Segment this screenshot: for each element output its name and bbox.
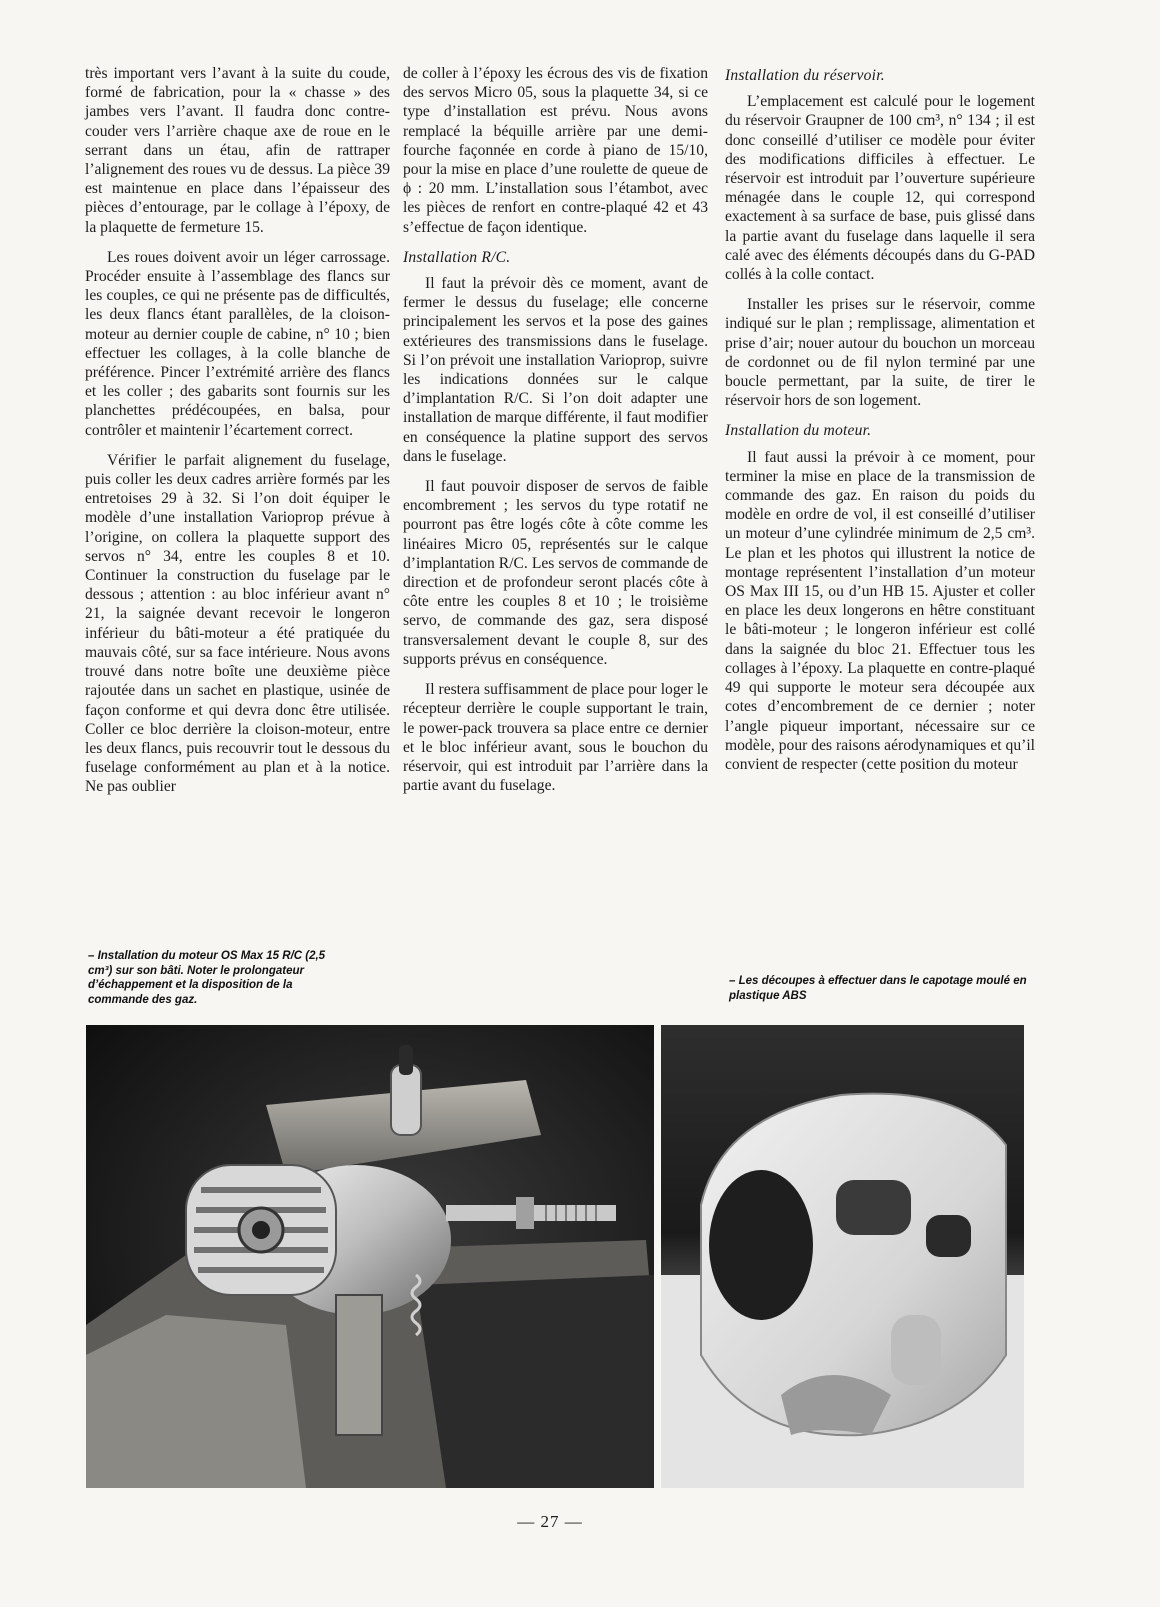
paragraph: L’emplacement est calculé pour le logement du réservoir Graupner de 100 cm³, n° 134 ; il est donc conseillé d’utiliser ce modèle pour éviter des modifications difficiles à effectuer. Le réservoir est introduit par l’ouverture supérieure ménagée dans le couple 12, qui correspond exactement à sa surface de base, puis glissé dans la partie avant du fuselage dans laquelle il sera calé avec des éléments découpés dans du G-PAD collés à la colle contact.	[725, 93, 1035, 284]
paragraph: Il faut la prévoir dès ce moment, avant de fermer le dessus du fuselage; elle concerne principalement les servos et la pose des gaines extérieures des transmissions dans le fuselage. Si l’on prévoit une installation Varioprop, suivre les indications données sur le calque d’implantation R/C. Si l’on doit adapter une installation de marque différente, il faut modifier en conséquence la platine support des servos dans le fuselage.	[403, 275, 708, 465]
engine-photo	[86, 1025, 654, 1488]
page-number: — 27 —	[517, 1512, 583, 1531]
paragraph: Il restera suffisamment de place pour loger le récepteur derrière le couple supportant le train, le power-pack trouvera sa place entre ce dernier et le bloc inférieur avant, sous le bouchon du réservoir, qui est introduit par l’arrière dans la partie avant du fuselage.	[403, 681, 708, 795]
paragraph: Il faut pouvoir disposer de servos de faible encombrement ; les servos du type rotatif ne pourront pas être logés côte à côte comme les linéaires Micro 05, représentés sur le calque d’implantation R/C. Les servos de commande de direction et de profondeur seront placés côte à côte entre les couples 8 et 10 ; le troisième servo, de commande des gaz, sera disposé transversalement devant le couple 8, sur des supports prévus en conséquence.	[403, 478, 708, 668]
text-column-2	[403, 64, 708, 806]
paragraph: Les roues doivent avoir un léger carrossage. Procéder ensuite à l’assemblage des flancs sur les couples, ce qui ne présente pas de difficultés, les deux flancs étant parallèles, de la cloison-moteur au dernier couple de cabine, n° 10 ; bien effectuer les collages, à la colle blanche de préférence. Pincer l’extrémité arrière des flancs et les coller ; des gabarits sont fournis sur les planchettes prédécoupées, en balsa, pour contrôler et maintenir l’écartement correct.	[85, 248, 390, 439]
paragraph: très important vers l’avant à la suite du coude, formé de fabrication, pour la « chasse » des jambes vers l’avant. Il faudra donc contre-couder vers l’arrière chaque axe de roue en le serrant dans un étau, afin de rattraper l’alignement des roues vu de dessus. La pièce 39 est maintenue en place dans l’épaisseur des pièces d’entourage, par le collage à l’époxy, de la plaquette de fermeture 15.	[85, 65, 390, 236]
cowling-photo	[661, 1025, 1024, 1488]
paragraph: Il faut aussi la prévoir à ce moment, pour terminer la mise en place de la transmission de commande des gaz. En raison du poids du modèle en ordre de vol, il est conseillé d’utiliser un moteur d’une cylindrée minimum de 2,5 cm³. Le plan et les photos qui illustrent la notice de montage représentent l’installation d’un moteur OS Max III 15, ou d’un HB 15. Ajuster et coller en place les deux longerons en hêtre constituant le bâti-moteur ; le longeron inférieur est collé dans la saignée du bloc 21. Effectuer tous les collages à l’époxy. La plaquette en contre-plaqué 49 qui supporte le moteur sera découpée aux cotes d’encombrement de ce dernier ; noter l’angle piqueur important, nécessaire sur ce modèle, pour des raisons aérodynamiques et qu’il convient de respecter (cette position du moteur	[725, 448, 1035, 773]
paragraph: Vérifier le parfait alignement du fuselage, puis coller les deux cadres arrière formés par les entretoises 29 à 32. Si l’on doit équiper le modèle d’une installation Varioprop prévue à l’origine, on collera la plaquette support des servos n° 34, entre les couples 8 et 10. Continuer la construction du fuselage par le dessous ; attention : au bloc inférieur avant n° 21, la saignée devant recevoir le longeron inférieur du bâti-moteur a été pratiquée du mauvais côté, sur sa face intérieure. Nous avons trouvé dans notre boîte une deuxième pièce rajoutée dans un sachet en plastique, usinée de façon conforme et qui devra donc être utilisée. Coller ce bloc derrière la cloison-moteur, entre les deux flancs, puis recouvrir tout le dessous du fuselage conformément au plan et à la notice. Ne pas oublier	[85, 451, 390, 796]
photo-caption-engine: – Installation du moteur OS Max 15 R/C (2,5 cm³) sur son bâti. Noter le prolongateur d’échappement et la disposition de la commande des gaz.	[88, 950, 326, 1006]
photo-caption-cowling: – Les découpes à effectuer dans le capotage moulé en plastique ABS	[729, 975, 1027, 1002]
text-column-1	[85, 64, 390, 808]
paragraph: de coller à l’époxy les écrous des vis de fixation des servos Micro 05, sous la plaquette 34, si ce type d’installation est prévu. Nous avons remplacé la béquille arrière par une demi-fourche façonnée en corde à piano de 15/10, pour la mise en place d’une roulette de queue de ϕ : 20 mm. L’installation sous l’étambot, avec les pièces de renfort en contre-plaqué 42 et 43 s’effectue de façon identique.	[403, 65, 708, 236]
text-column-3	[725, 64, 1035, 785]
section-heading: Installation R/C.	[403, 248, 511, 266]
paragraph: Installer les prises sur le réservoir, comme indiqué sur le plan ; remplissage, alimentation et prise d’air; nouer autour du bouchon un morceau de cordonnet ou de fil nylon terminé par une boucle permettant, par la suite, de tirer le réservoir hors de son logement.	[725, 296, 1035, 410]
section-heading: Installation du moteur.	[725, 422, 872, 440]
section-heading: Installation du réservoir.	[725, 67, 885, 84]
